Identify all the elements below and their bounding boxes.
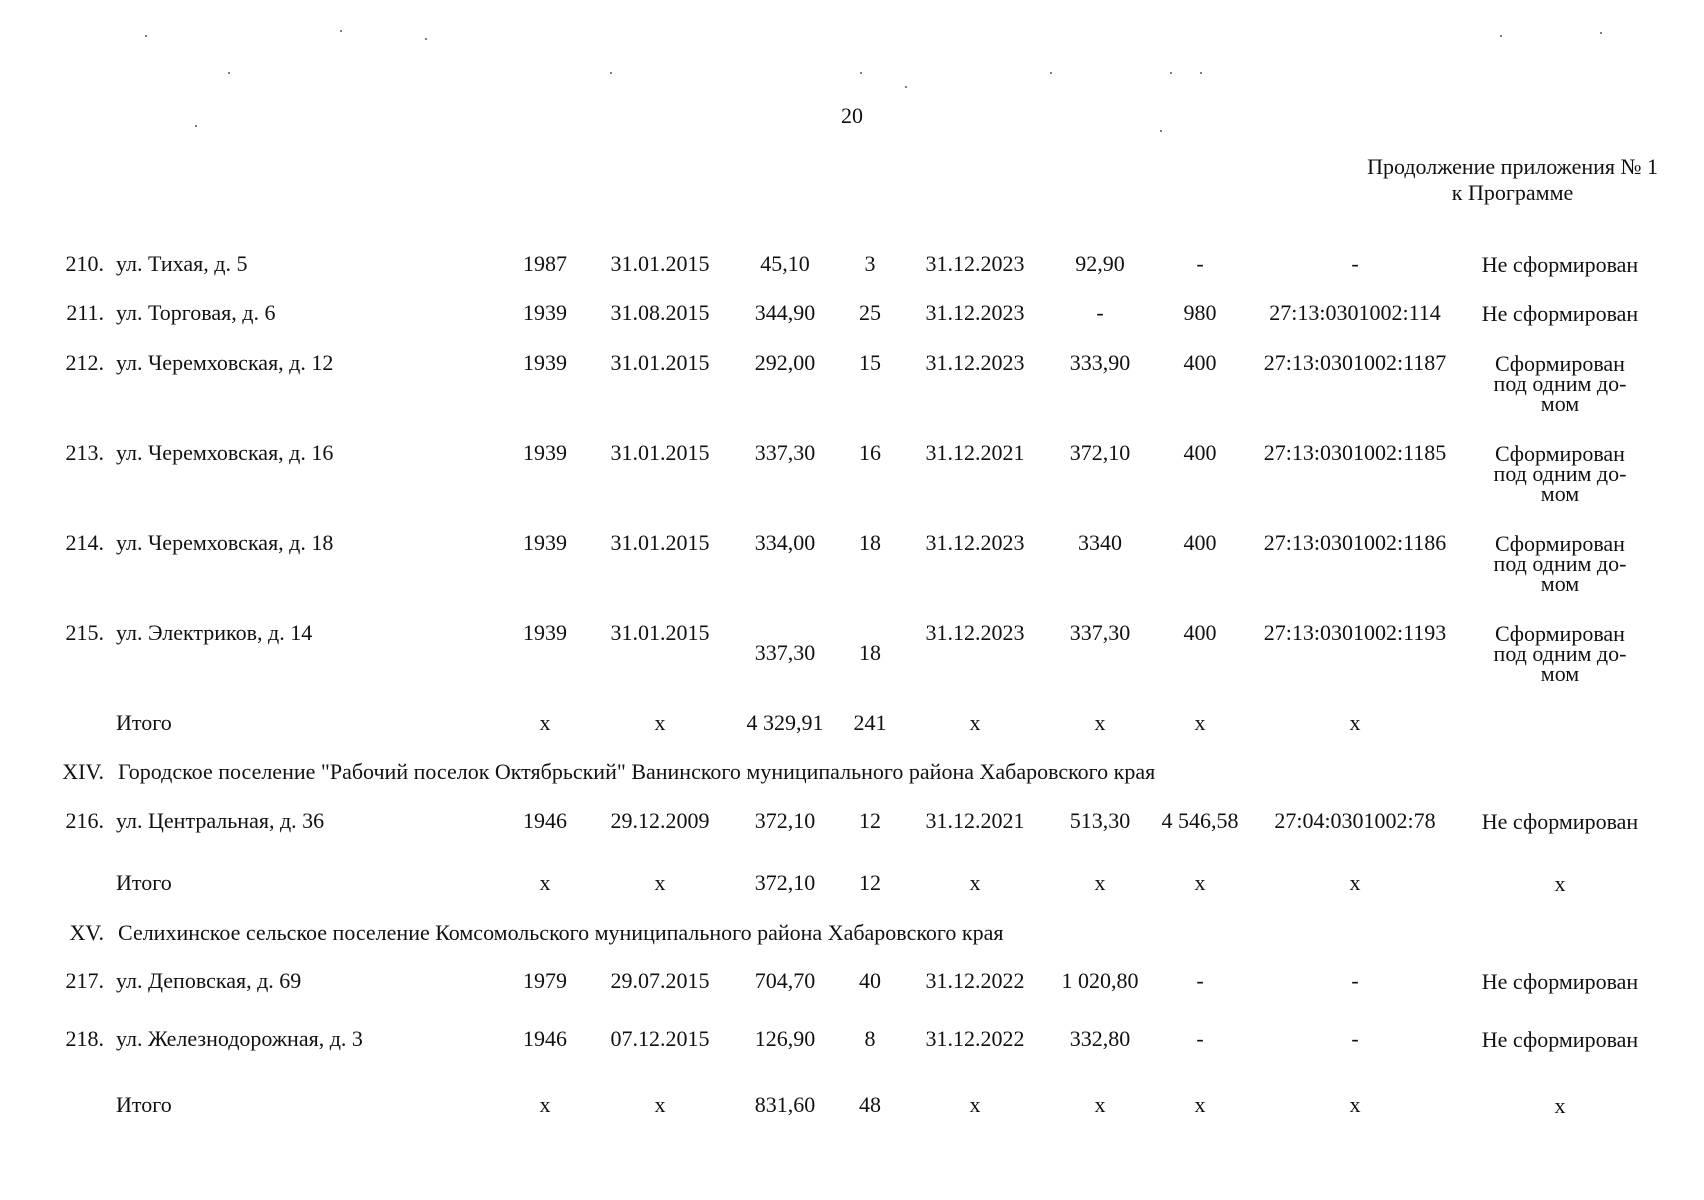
resettlement-date: 31.12.2023 bbox=[925, 530, 1025, 555]
residents: 18 bbox=[859, 640, 881, 665]
area: 292,00 bbox=[754, 350, 816, 375]
resettlement-date: x bbox=[969, 870, 981, 895]
total-row bbox=[0, 1092, 1704, 1122]
year-built: 1939 bbox=[523, 300, 567, 325]
area-2: 332,80 bbox=[1069, 1026, 1131, 1051]
area: 372,10 bbox=[754, 870, 816, 895]
area: 334,00 bbox=[754, 530, 816, 555]
area-2: x bbox=[1094, 710, 1106, 735]
area-2: x bbox=[1094, 1092, 1106, 1117]
emergency-date: 29.07.2015 bbox=[610, 968, 710, 993]
area-2: 372,10 bbox=[1069, 440, 1131, 465]
status-line: под одним до- bbox=[1493, 551, 1627, 576]
residents: 12 bbox=[859, 870, 881, 895]
status: Не сформирован bbox=[1481, 1027, 1639, 1052]
area-2: - bbox=[1096, 300, 1104, 325]
year-built: 1939 bbox=[523, 350, 567, 375]
residents: 16 bbox=[859, 440, 881, 465]
cadastral-number: 27:13:0301002:1186 bbox=[1263, 530, 1447, 555]
section-title: Городское поселение "Рабочий поселок Октябрьский" Ванинского муниципального района Хабаровского края bbox=[118, 759, 1156, 784]
page-number: 20 bbox=[841, 103, 863, 128]
status-line: Не сформирован bbox=[1481, 252, 1639, 277]
emergency-date: x bbox=[654, 870, 666, 895]
table-row bbox=[0, 251, 1704, 281]
year-built: 1939 bbox=[523, 620, 567, 645]
section-number: XV. bbox=[69, 920, 104, 945]
speck bbox=[860, 72, 862, 74]
status-line: Сформирован bbox=[1495, 441, 1625, 466]
land-area: - bbox=[1196, 1026, 1204, 1051]
cadastral-number: x bbox=[1349, 710, 1361, 735]
land-area: - bbox=[1196, 968, 1204, 993]
status bbox=[1460, 351, 1660, 416]
area-2: x bbox=[1094, 870, 1106, 895]
area: 4 329,91 bbox=[746, 710, 824, 735]
cadastral-number: 27:04:0301002:78 bbox=[1274, 808, 1436, 833]
residents: 8 bbox=[864, 1026, 876, 1051]
speck bbox=[340, 30, 342, 32]
area: 45,10 bbox=[760, 251, 810, 276]
speck bbox=[610, 72, 612, 74]
year-built: x bbox=[539, 710, 551, 735]
address: ул. Тихая, д. 5 bbox=[116, 251, 248, 276]
section-heading bbox=[0, 920, 1704, 950]
status-line: Сформирован bbox=[1495, 351, 1625, 376]
residents: 241 bbox=[853, 710, 887, 735]
residents: 12 bbox=[859, 808, 881, 833]
year-built: 1939 bbox=[523, 530, 567, 555]
residents: 25 bbox=[859, 300, 881, 325]
address: ул. Черемховская, д. 18 bbox=[116, 530, 334, 555]
year-built: 1946 bbox=[523, 808, 567, 833]
resettlement-date: 31.12.2023 bbox=[925, 350, 1025, 375]
area-2: 333,90 bbox=[1069, 350, 1131, 375]
status-line: под одним до- bbox=[1493, 461, 1627, 486]
residents: 15 bbox=[859, 350, 881, 375]
cadastral-number: x bbox=[1349, 1092, 1361, 1117]
land-area: 400 bbox=[1183, 530, 1217, 555]
row-number: 210. bbox=[65, 251, 104, 276]
area: 372,10 bbox=[754, 808, 816, 833]
total-row bbox=[0, 710, 1704, 740]
resettlement-date: 31.12.2021 bbox=[925, 440, 1025, 465]
address: ул. Железнодорожная, д. 3 bbox=[116, 1026, 363, 1051]
table-row bbox=[0, 808, 1704, 838]
section-number: XIV. bbox=[62, 759, 104, 784]
cadastral-number: x bbox=[1349, 870, 1361, 895]
status-line: Не сформирован bbox=[1481, 301, 1639, 326]
resettlement-date: 31.12.2022 bbox=[925, 1026, 1025, 1051]
resettlement-date: 31.12.2023 bbox=[925, 300, 1025, 325]
area-2: 92,90 bbox=[1075, 251, 1125, 276]
emergency-date: 31.01.2015 bbox=[610, 620, 710, 645]
speck bbox=[1050, 72, 1052, 74]
speck bbox=[1160, 130, 1162, 132]
area-2: 3340 bbox=[1078, 530, 1122, 555]
status-line: мом bbox=[1540, 571, 1580, 596]
area: 126,90 bbox=[754, 1026, 816, 1051]
status-line: Сформирован bbox=[1495, 531, 1625, 556]
emergency-date: 29.12.2009 bbox=[610, 808, 710, 833]
status bbox=[1460, 441, 1660, 506]
status-line: мом bbox=[1540, 481, 1580, 506]
status: Не сформирован bbox=[1481, 969, 1639, 994]
continuation-line-2: к Программе bbox=[1451, 180, 1574, 205]
resettlement-date: x bbox=[969, 710, 981, 735]
resettlement-date: 31.12.2023 bbox=[925, 251, 1025, 276]
status bbox=[1460, 301, 1660, 326]
speck bbox=[905, 86, 907, 88]
status: Не сформирован bbox=[1481, 809, 1639, 834]
land-area: x bbox=[1194, 870, 1206, 895]
table-row bbox=[0, 620, 1704, 686]
continuation-line-1: Продолжение приложения № 1 bbox=[1367, 154, 1658, 179]
residents: 18 bbox=[859, 530, 881, 555]
address: ул. Электриков, д. 14 bbox=[116, 620, 313, 645]
row-number: 214. bbox=[65, 530, 104, 555]
area: 831,60 bbox=[754, 1092, 816, 1117]
area: 344,90 bbox=[754, 300, 816, 325]
year-built: 1979 bbox=[523, 968, 567, 993]
row-number: 218. bbox=[65, 1026, 104, 1051]
table-row bbox=[0, 968, 1704, 998]
table-row bbox=[0, 1026, 1704, 1056]
land-area: x bbox=[1194, 1092, 1206, 1117]
section-title: Селихинское сельское поселение Комсомольского муниципального района Хабаровского края bbox=[118, 920, 1004, 945]
status bbox=[1460, 252, 1660, 277]
status-line: Сформирован bbox=[1495, 621, 1625, 646]
year-built: x bbox=[539, 1092, 551, 1117]
residents: 40 bbox=[859, 968, 881, 993]
cadastral-number: - bbox=[1351, 251, 1359, 276]
land-area: 980 bbox=[1183, 300, 1217, 325]
table-row bbox=[0, 440, 1704, 506]
speck bbox=[1200, 72, 1202, 74]
emergency-date: 31.01.2015 bbox=[610, 530, 710, 555]
year-built: 1939 bbox=[523, 440, 567, 465]
resettlement-date: x bbox=[969, 1092, 981, 1117]
speck bbox=[228, 72, 230, 74]
emergency-date: 31.01.2015 bbox=[610, 440, 710, 465]
table-row bbox=[0, 300, 1704, 330]
row-number: 212. bbox=[65, 350, 104, 375]
status: x bbox=[1554, 871, 1566, 896]
area-2: 337,30 bbox=[1069, 620, 1131, 645]
emergency-date: 31.01.2015 bbox=[610, 350, 710, 375]
total-label: Итого bbox=[116, 1092, 172, 1117]
land-area: 4 546,58 bbox=[1161, 808, 1239, 833]
emergency-date: 31.01.2015 bbox=[610, 251, 710, 276]
resettlement-date: 31.12.2021 bbox=[925, 808, 1025, 833]
emergency-date: x bbox=[654, 710, 666, 735]
speck bbox=[1170, 72, 1172, 74]
row-number: 217. bbox=[65, 968, 104, 993]
area: 337,30 bbox=[754, 640, 816, 665]
land-area: - bbox=[1196, 251, 1204, 276]
cadastral-number: 27:13:0301002:1185 bbox=[1263, 440, 1447, 465]
total-label: Итого bbox=[116, 710, 172, 735]
cadastral-number: - bbox=[1351, 1026, 1359, 1051]
row-number: 215. bbox=[65, 620, 104, 645]
status-line: под одним до- bbox=[1493, 641, 1627, 666]
cadastral-number: 27:13:0301002:114 bbox=[1269, 300, 1441, 325]
status: x bbox=[1554, 1093, 1566, 1118]
land-area: x bbox=[1194, 710, 1206, 735]
table-row bbox=[0, 350, 1704, 416]
year-built: x bbox=[539, 870, 551, 895]
status-line: мом bbox=[1540, 391, 1580, 416]
total-row bbox=[0, 870, 1704, 900]
emergency-date: 31.08.2015 bbox=[610, 300, 710, 325]
speck bbox=[1500, 35, 1502, 37]
area-2: 1 020,80 bbox=[1061, 968, 1139, 993]
speck bbox=[145, 35, 147, 37]
address: ул. Черемховская, д. 16 bbox=[116, 440, 334, 465]
section-heading bbox=[0, 759, 1704, 789]
year-built: 1946 bbox=[523, 1026, 567, 1051]
area: 704,70 bbox=[754, 968, 816, 993]
resettlement-date: 31.12.2022 bbox=[925, 968, 1025, 993]
status bbox=[1460, 531, 1660, 596]
table-row bbox=[0, 530, 1704, 596]
land-area: 400 bbox=[1183, 620, 1217, 645]
speck bbox=[1600, 32, 1602, 34]
residents: 48 bbox=[859, 1092, 881, 1117]
residents: 3 bbox=[864, 251, 876, 276]
year-built: 1987 bbox=[523, 251, 567, 276]
cadastral-number: - bbox=[1351, 968, 1359, 993]
resettlement-date: 31.12.2023 bbox=[925, 620, 1025, 645]
row-number: 213. bbox=[65, 440, 104, 465]
status-line: мом bbox=[1540, 661, 1580, 686]
total-label: Итого bbox=[116, 870, 172, 895]
area: 337,30 bbox=[754, 440, 816, 465]
row-number: 211. bbox=[66, 300, 104, 325]
status-line: под одним до- bbox=[1493, 371, 1627, 396]
emergency-date: x bbox=[654, 1092, 666, 1117]
status bbox=[1460, 621, 1660, 686]
emergency-date: 07.12.2015 bbox=[610, 1026, 710, 1051]
continuation-note bbox=[1367, 154, 1658, 206]
cadastral-number: 27:13:0301002:1193 bbox=[1263, 620, 1447, 645]
address: ул. Центральная, д. 36 bbox=[116, 808, 325, 833]
address: ул. Деповская, д. 69 bbox=[116, 968, 302, 993]
row-number: 216. bbox=[65, 808, 104, 833]
address: ул. Черемховская, д. 12 bbox=[116, 350, 334, 375]
cadastral-number: 27:13:0301002:1187 bbox=[1263, 350, 1447, 375]
address: ул. Торговая, д. 6 bbox=[116, 300, 276, 325]
speck bbox=[425, 38, 427, 40]
area-2: 513,30 bbox=[1069, 808, 1131, 833]
land-area: 400 bbox=[1183, 440, 1217, 465]
land-area: 400 bbox=[1183, 350, 1217, 375]
